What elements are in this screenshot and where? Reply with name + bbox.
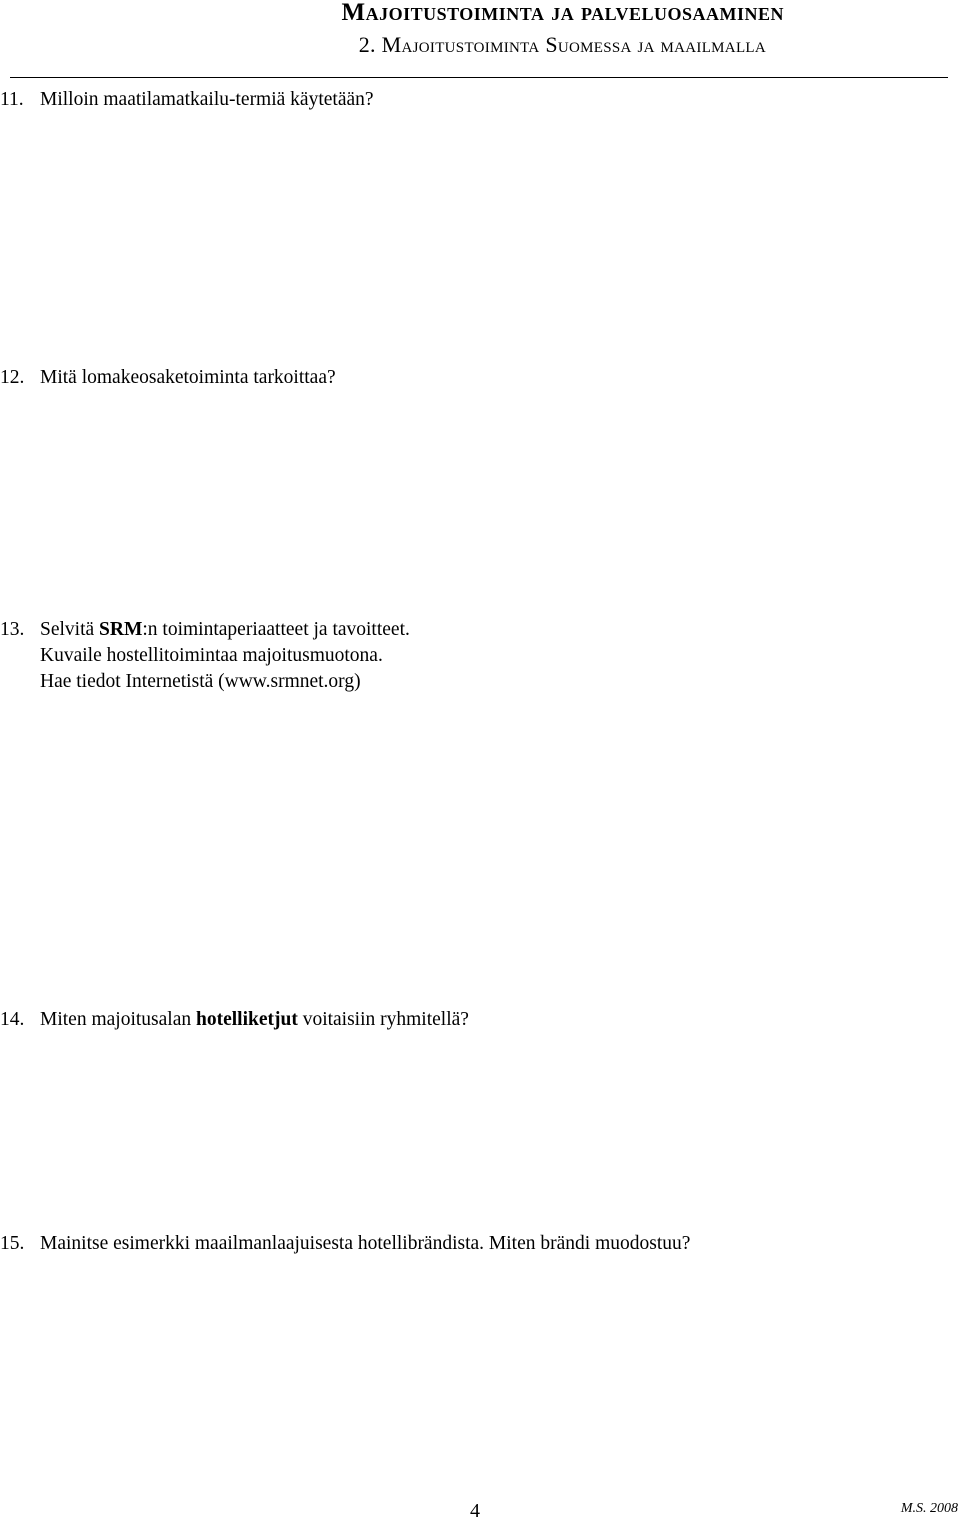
page-number: 4 bbox=[470, 1500, 480, 1522]
question-text: Mainitse esimerkki maailmanlaajuisesta hotellibrändista. Miten brändi muodostuu? bbox=[40, 1233, 691, 1254]
emphasis-hotel-chains: hotelliketjut bbox=[195, 1009, 298, 1030]
question-text: Mitä lomakeosaketoiminta tarkoittaa? bbox=[40, 367, 336, 388]
question-text-lead: Miten majoitusalan bbox=[40, 1009, 196, 1030]
question-14 bbox=[0, 1007, 469, 1033]
question-text-tail: voitaisiin ryhmitellä? bbox=[297, 1009, 469, 1030]
question-text-line-3: Hae tiedot Internetistä (www.srmnet.org) bbox=[40, 671, 361, 692]
question-13 bbox=[0, 617, 410, 695]
question-11 bbox=[0, 87, 374, 113]
question-text-tail: :n toimintaperiaatteet ja tavoitteet. bbox=[142, 619, 410, 640]
question-15 bbox=[0, 1231, 690, 1257]
author-credit: M.S. 2008 bbox=[900, 1501, 958, 1516]
question-number: 11. bbox=[0, 89, 24, 110]
question-number: 15. bbox=[0, 1233, 25, 1254]
question-number: 13. bbox=[0, 619, 25, 640]
question-number: 14. bbox=[0, 1009, 25, 1030]
chapter-subtitle: 2. Majoitustoiminta Suomessa ja maailmalla bbox=[358, 32, 766, 57]
document-title: Majoitustoiminta ja palveluosaaminen bbox=[341, 0, 784, 26]
question-text-line-2: Kuvaile hostellitoimintaa majoitusmuotona. bbox=[40, 645, 383, 666]
question-text: Milloin maatilamatkailu-termiä käytetään? bbox=[40, 89, 374, 110]
emphasis-srm: SRM bbox=[99, 619, 143, 640]
question-text-lead: Selvitä bbox=[40, 619, 100, 640]
header-divider bbox=[10, 77, 948, 78]
question-12 bbox=[0, 365, 336, 391]
question-number: 12. bbox=[0, 367, 25, 388]
